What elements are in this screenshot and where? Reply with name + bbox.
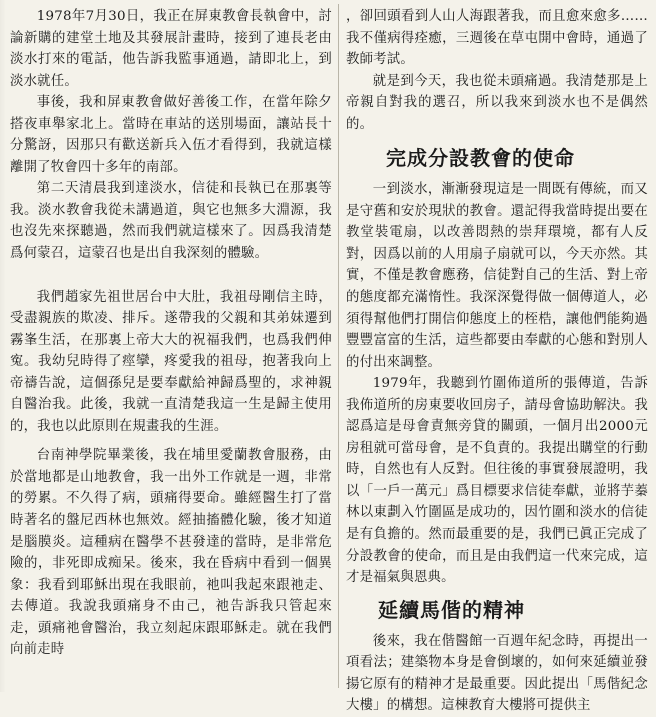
section-heading-mission: 完成分設教會的使命 bbox=[386, 146, 575, 171]
paragraph-calling: 就是到今天，我也從未頭痛過。我清楚那是上帝親自對我的選召，所以我來到淡水也不是偶然的。 bbox=[346, 73, 648, 132]
paragraph-illness-vision: 台南神學院畢業後，我在埔里愛蘭教會服務，由於當地都是山地教會，我一出外工作就是一週，非常的勞累。不久得了病，頭痛得要命。雖經醫生打了當時著名的盤尼西林也無效。經抽搐體化驗，後才知道是腦膜炎。這種病在醫學不甚發達的當時，是非常危險的，非死即成痴呆。後來，我在昏病中看到一個異象：我看到耶穌出現在我眼前，祂叫我起來跟祂走、去傳道。我說我頭痛身不由己，祂告訴我只管起來走，頭痛祂會醫治，我立刻起床跟耶穌走。就在我們向前走時 bbox=[10, 448, 332, 658]
paragraph-gap bbox=[10, 437, 332, 445]
paragraph-healing: ，卻回頭看到人山人海跟著我，而且愈來愈多……我不僅病得痊癒，三週後在草屯開中會時，通過了教師考試。 bbox=[346, 9, 648, 68]
paragraph-family-history: 我們趙家先祖世居台中大肚，我祖母剛信主時，受盡親族的欺凌、排斥。遂帶我的父親和其弟妹遷到霧峯生活，在那裏上帝大大的祝福我們，也爲我們伸寃。我幼兒時得了痙攣，疼愛我的祖母，抱著我向上帝禱告說，這個孫兒是要奉獻給神歸爲聖的，求神親自醫治我。此後，我就一直清楚我這一生是歸主使用的，我也以此原則在規畫我的生涯。 bbox=[10, 289, 332, 434]
paragraph-tradition: 一到淡水，漸漸發現這是一間既有傳統，而又是守舊和安於現狀的教會。還記得我當時提出要在教堂裝電扇，以改善悶熱的崇拜環境，都有人反對，因爲以前的人用扇子扇就可以，今天亦然。其實，不僅是教會應務，信徒對自己的生活、對上帝的態度都充滿惰性。我深深覺得做一個傳道人，必須得幫他們打開信仰態度上的桎梏，讓他們能夠過豐豐富富的生活，這些都要由奉獻的心態和對別人的付出來調整。 bbox=[346, 182, 648, 370]
paragraph-arrival-tamsui: 第二天清晨我到達淡水，信徒和長執已在那裏等我。淡水教會我從未講過道，與它也無多大淵源，我也沒先來探聽過，然而我們就這樣來了。因爲我清楚爲何蒙召，這蒙召也是出自我深刻的體驗。 bbox=[10, 181, 332, 262]
paragraph-zhuwei-mission: 1979年，我聽到竹圍佈道所的張傳道，告訴我佈道所的房東要收回房子，請母會協助解決。我認爲這是母會責無旁貸的關頭，一個月出2000元房租就可當母會，是不負責的。我提出購堂的行動時，自然也有人反對。但往後的事實發展證明，我以「一戶一萬元」爲目標要求信徒奉獻，並將芋蓁林以東劃入竹圍區是成功的，因竹圍和淡水的信徒是有負擔的。然而最重要的是，我們已眞正完成了分設教會的使命，而且是由我們這一代來完成，這才是福氣與恩典。 bbox=[346, 376, 648, 586]
right-column bbox=[346, 6, 648, 717]
paragraph-phone-call: 1978年7月30日，我正在屏東教會長執會中，討論新購的建堂土地及其發展計畫時，接到了連長老由淡水打來的電話，他告訴我監事通過，請即北上，到淡水就任。 bbox=[10, 9, 332, 89]
paragraph-gap bbox=[10, 265, 332, 287]
left-column bbox=[10, 6, 332, 661]
section-heading-mackay-spirit: 延續馬偕的精神 bbox=[378, 597, 525, 622]
paragraph-move-north: 事後，我和屏東教會做好善後工作，在當年除夕搭夜車舉家北上。當時在車站的送別場面，讓站長十分驚訝，因那只有歡送新兵入伍才看得到，我就這樣離開了牧會四十多年的南部。 bbox=[10, 95, 332, 175]
column-divider bbox=[338, 4, 339, 688]
paragraph-mackay-building: 後來，我在偕醫館一百週年紀念時，再提出一項看法；建築物本身是會倒壞的，如何來延續並發揚它原有的精神才是最重要。因此提出「馬偕紀念大樓」的構想。這棟教育大樓將可提供主 bbox=[346, 633, 648, 714]
